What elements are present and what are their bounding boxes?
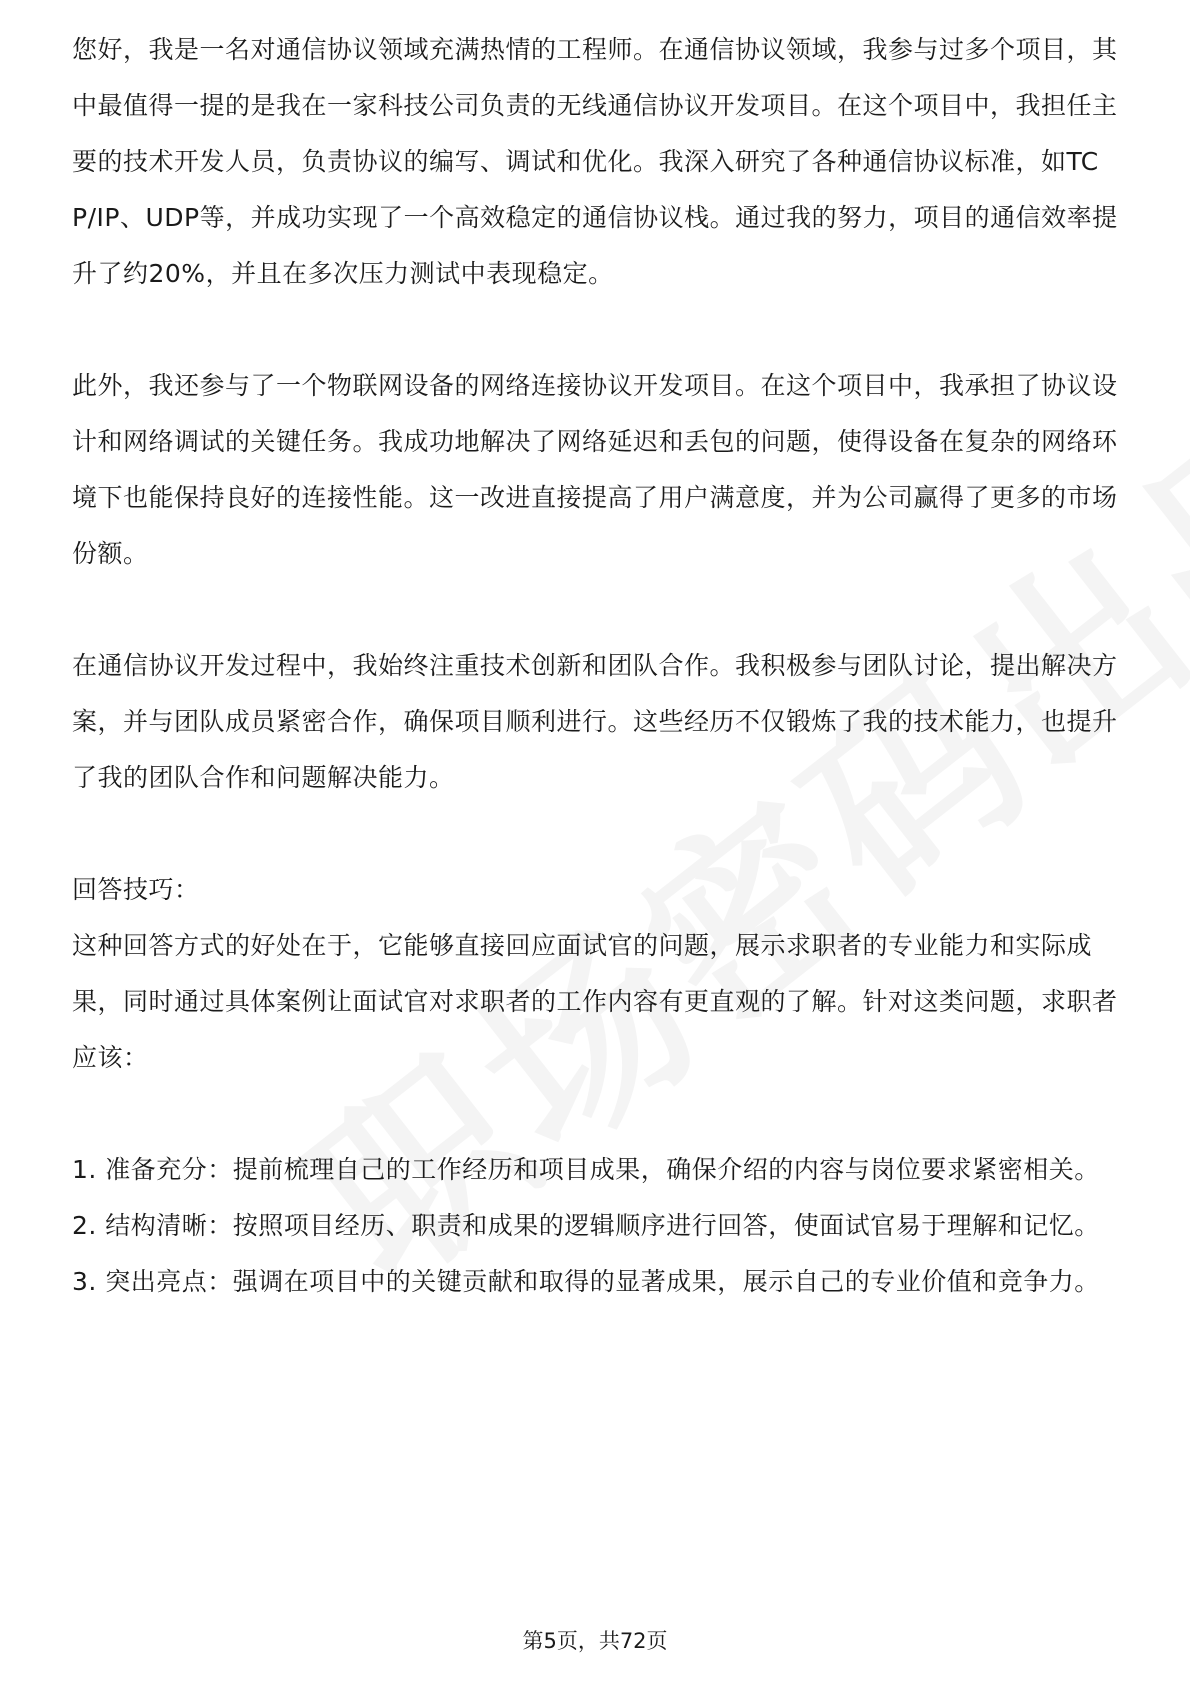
paragraph-gap xyxy=(72,1086,1122,1142)
paragraph-teamwork: 在通信协议开发过程中，我始终注重技术创新和团队合作。我积极参与团队讨论，提出解决方案，并与团队成员紧密合作，确保项目顺利进行。这些经历不仅锻炼了我的技术能力，也提升了我的团队合作和问题解决能力。 xyxy=(72,651,1118,792)
paragraph-gap xyxy=(72,302,1122,358)
tips-heading: 回答技巧： xyxy=(72,875,200,904)
paragraph-iot-project: 此外，我还参与了一个物联网设备的网络连接协议开发项目。在这个项目中，我承担了协议设计和网络调试的关键任务。我成功地解决了网络延迟和丢包的问题，使得设备在复杂的网络环境下也能保持良好的连接性能。这一改进直接提高了用户满意度，并为公司赢得了更多的市场份额。 xyxy=(72,371,1118,568)
paragraph-gap xyxy=(72,582,1122,638)
page-number: 第5页，共72页 xyxy=(522,1629,668,1653)
tip-item: 3. 突出亮点：强调在项目中的关键贡献和取得的显著成果，展示自己的专业价值和竞争力。 xyxy=(72,1267,1100,1296)
document-body xyxy=(72,22,1122,1310)
tip-item: 1. 准备充分：提前梳理自己的工作经历和项目成果，确保介绍的内容与岗位要求紧密相关。 xyxy=(72,1155,1100,1184)
paragraph-gap xyxy=(72,806,1122,862)
paragraph-intro: 您好，我是一名对通信协议领域充满热情的工程师。在通信协议领域，我参与过多个项目，其中最值得一提的是我在一家科技公司负责的无线通信协议开发项目。在这个项目中，我担任主要的技术开发人员，负责协议的编写、调试和优化。我深入研究了各种通信协议标准，如TCP/IP、UDP等，并成功实现了一个高效稳定的通信协议栈。通过我的努力，项目的通信效率提升了约20%，并且在多次压力测试中表现稳定。 xyxy=(72,35,1118,288)
tips-intro: 这种回答方式的好处在于，它能够直接回应面试官的问题，展示求职者的专业能力和实际成果，同时通过具体案例让面试官对求职者的工作内容有更直观的了解。针对这类问题，求职者应该： xyxy=(72,931,1118,1072)
tip-item: 2. 结构清晰：按照项目经历、职责和成果的逻辑顺序进行回答，使面试官易于理解和记忆。 xyxy=(72,1211,1100,1240)
